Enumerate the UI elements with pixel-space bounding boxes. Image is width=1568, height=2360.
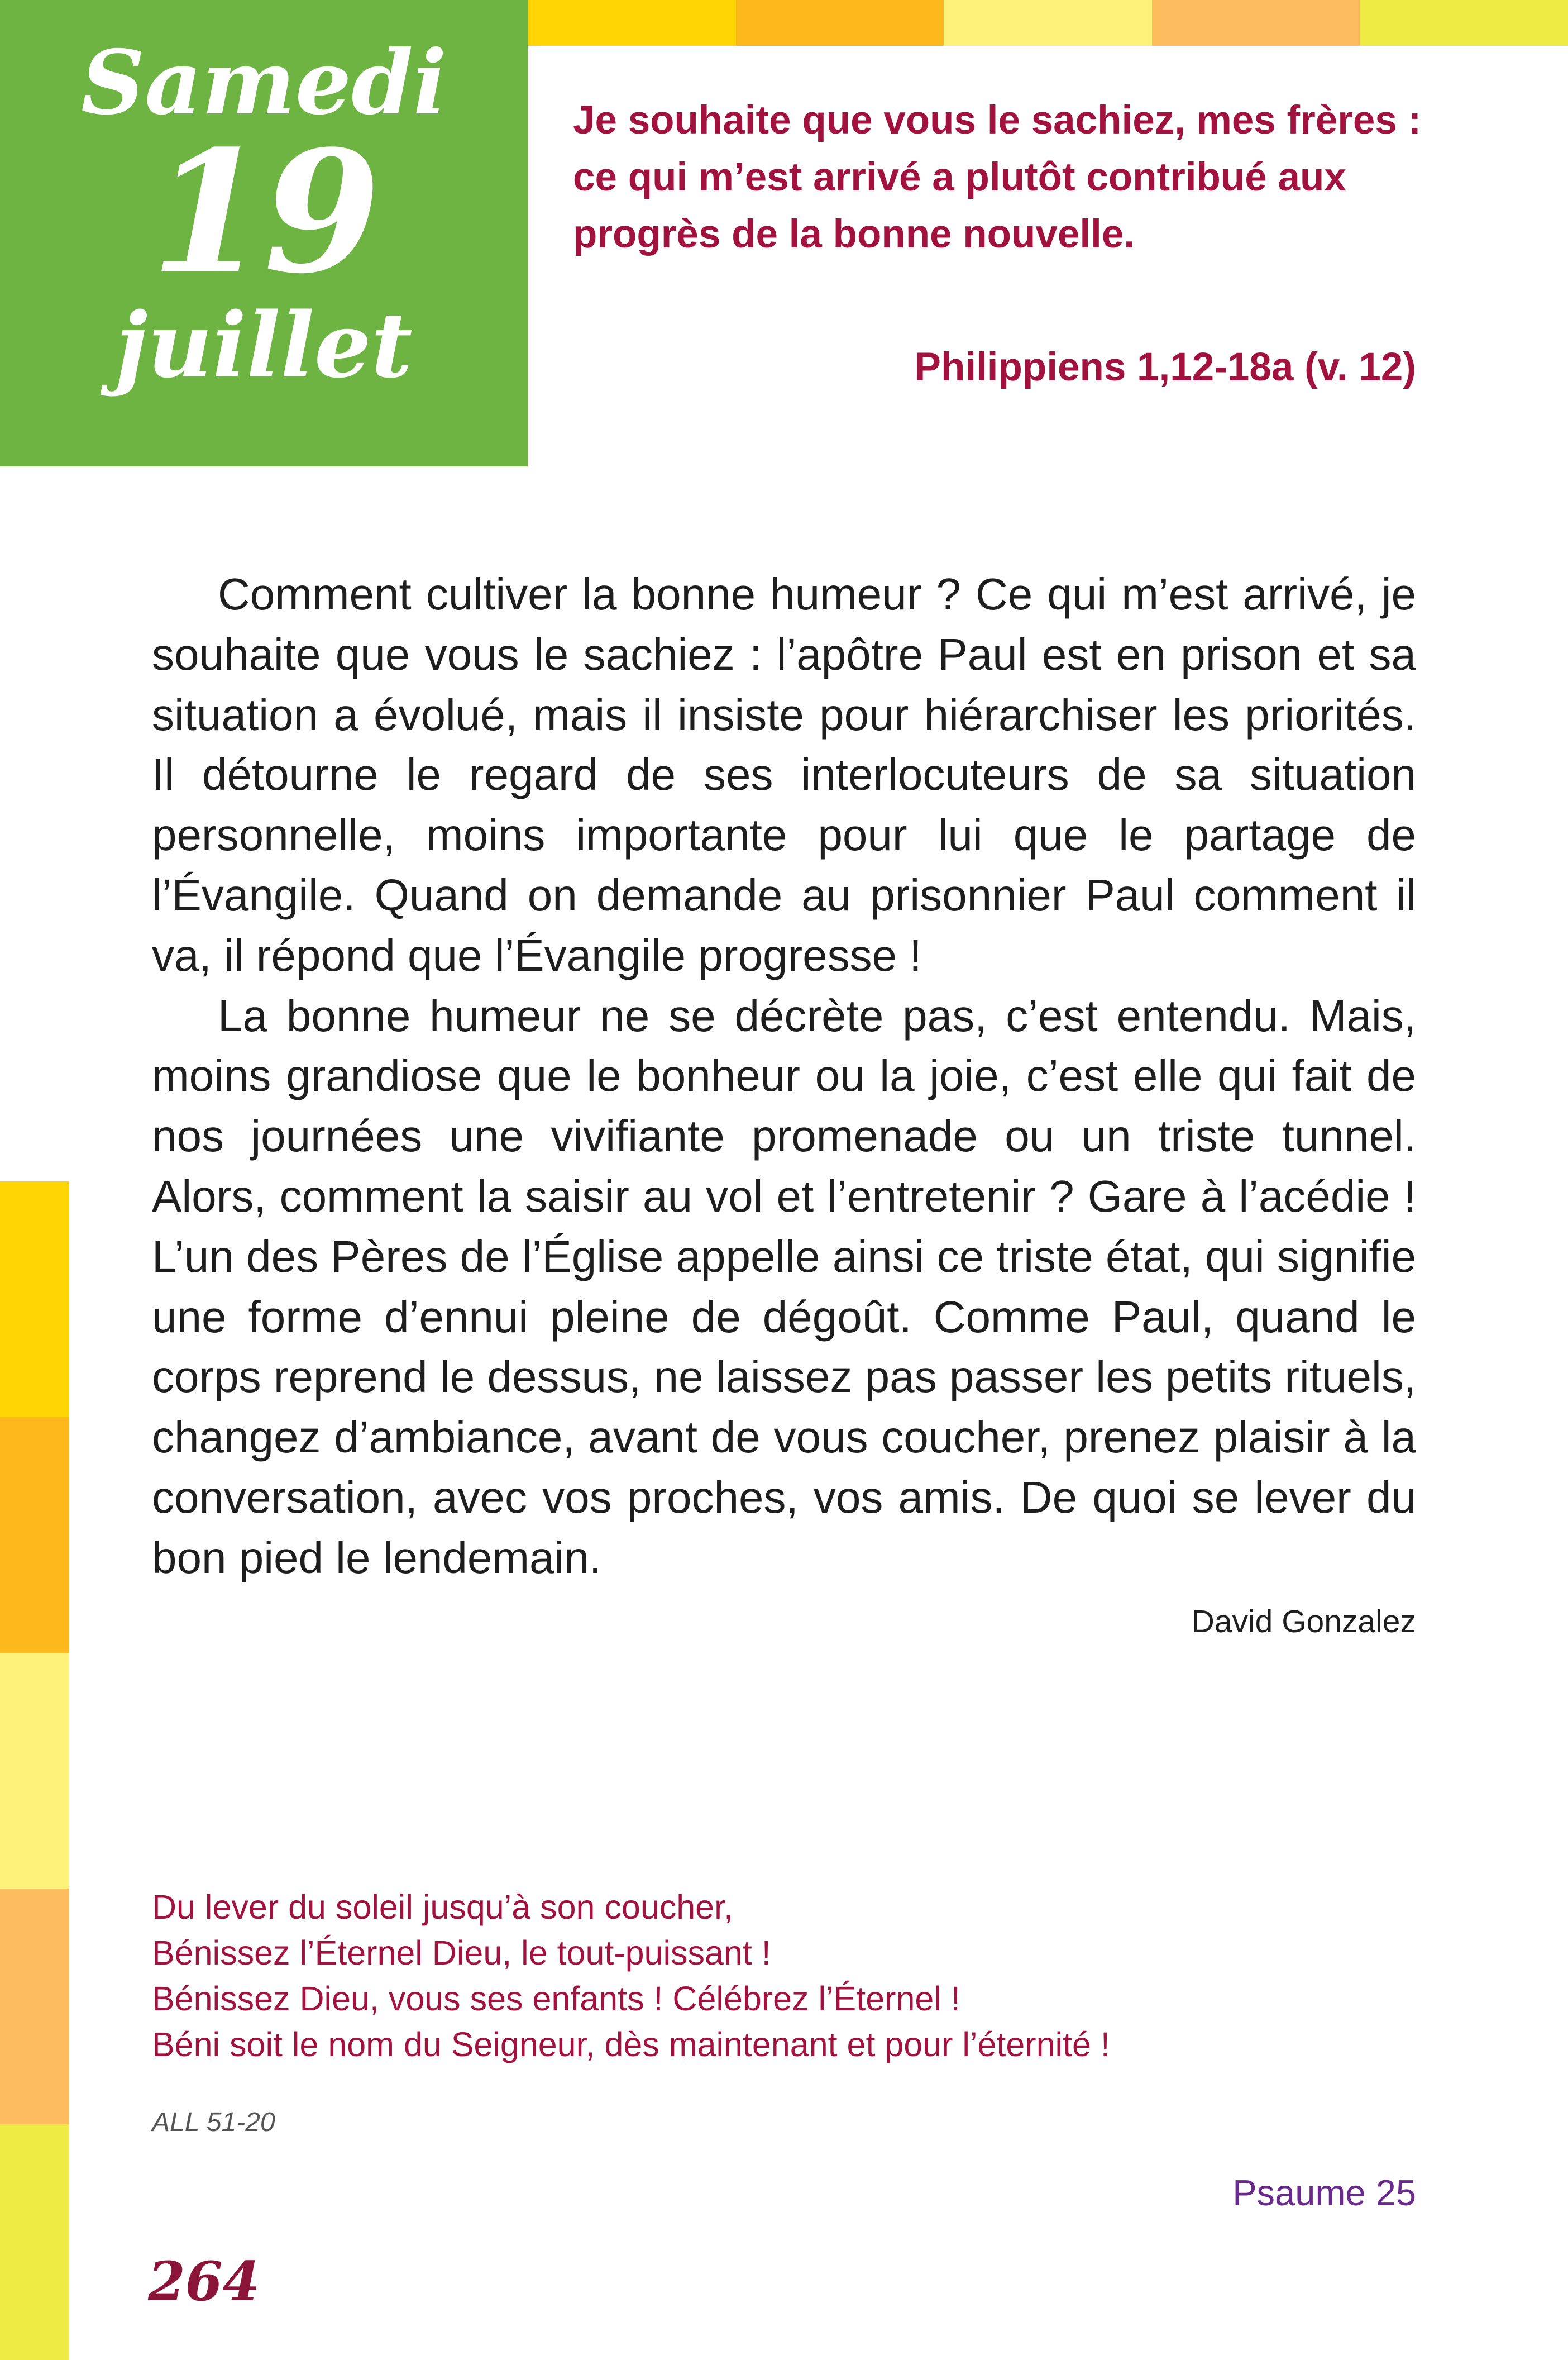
prayer-line: Du lever du soleil jusqu’à son coucher,: [152, 1888, 733, 1926]
prayer-source: ALL 51-20: [152, 2108, 275, 2137]
prayer: [152, 1884, 1436, 2067]
prayer-line: Bénissez l’Éternel Dieu, le tout-puissant !: [152, 1934, 771, 1972]
stripe-peach: [1152, 0, 1360, 46]
meditation-paragraph: La bonne humeur ne se décrète pas, c’est entendu. Mais, moins grandiose que le bonheur ou la joie, c’est elle qui fait de nos journées une vivifiante promenade ou un triste tunnel. Alors, comment la saisir au vol et l’entretenir ? Gare à l’acédie ! L’un des Pères de l’Église appelle ainsi ce triste état, qui signifie une forme d’ennui pleine de dégoût. Comme Paul, quand le corps reprend le dessus, ne laissez pas passer les petits rituels, changez d’ambiance, avant de vous coucher, prenez plaisir à la conversation, avec vos proches, vos amis. De quoi se lever du bon pied le lendemain.: [152, 990, 1416, 1582]
meditation-text: [152, 564, 1416, 1588]
page-number: 264: [148, 2250, 260, 2313]
stripe-orange: [0, 1417, 69, 1653]
stripe-yellow: [528, 0, 736, 46]
stripe-light-yellow: [0, 1653, 69, 1889]
meditation-paragraph: Comment cultiver la bonne humeur ? Ce qui m’est arrivé, je souhaite que vous le sachiez : l’apôtre Paul est en prison et sa situation a évolué, mais il insiste pour hiérarchiser les priorités. Il détourne le regard de ses interlocuteurs de sa situation personnelle, moins importante pour lui que le partage de l’Évangile. Quand on demande au prisonnier Paul comment il va, il répond que l’Évangile progresse !: [152, 569, 1416, 980]
header-verse: Je souhaite que vous le sachiez, mes frères : ce qui m’est arrivé a plutôt contribué aux progrès de la bonne nouvelle.: [573, 98, 1422, 256]
left-color-stripes: [0, 1181, 69, 2360]
prayer-line: Béni soit le nom du Seigneur, dès maintenant et pour l’éternité !: [152, 2025, 1110, 2063]
stripe-lime: [0, 2124, 69, 2360]
verse-reference: Philippiens 1,12-18a (v. 12): [914, 345, 1416, 389]
date-block: [0, 0, 528, 466]
date-day: Samedi: [81, 31, 447, 135]
author-name: David Gonzalez: [1191, 1604, 1416, 1639]
top-color-stripes: [528, 0, 1568, 46]
psalm-reference: Psaume 25: [1232, 2172, 1416, 2213]
stripe-light-yellow: [944, 0, 1152, 46]
stripe-orange: [736, 0, 944, 46]
stripe-peach: [0, 1889, 69, 2124]
stripe-yellow: [0, 1181, 69, 1417]
date-month: juillet: [115, 293, 413, 398]
date-number: 19: [150, 113, 377, 311]
prayer-line: Bénissez Dieu, vous ses enfants ! Célébrez l’Éternel !: [152, 1980, 960, 2018]
stripe-lime: [1360, 0, 1568, 46]
